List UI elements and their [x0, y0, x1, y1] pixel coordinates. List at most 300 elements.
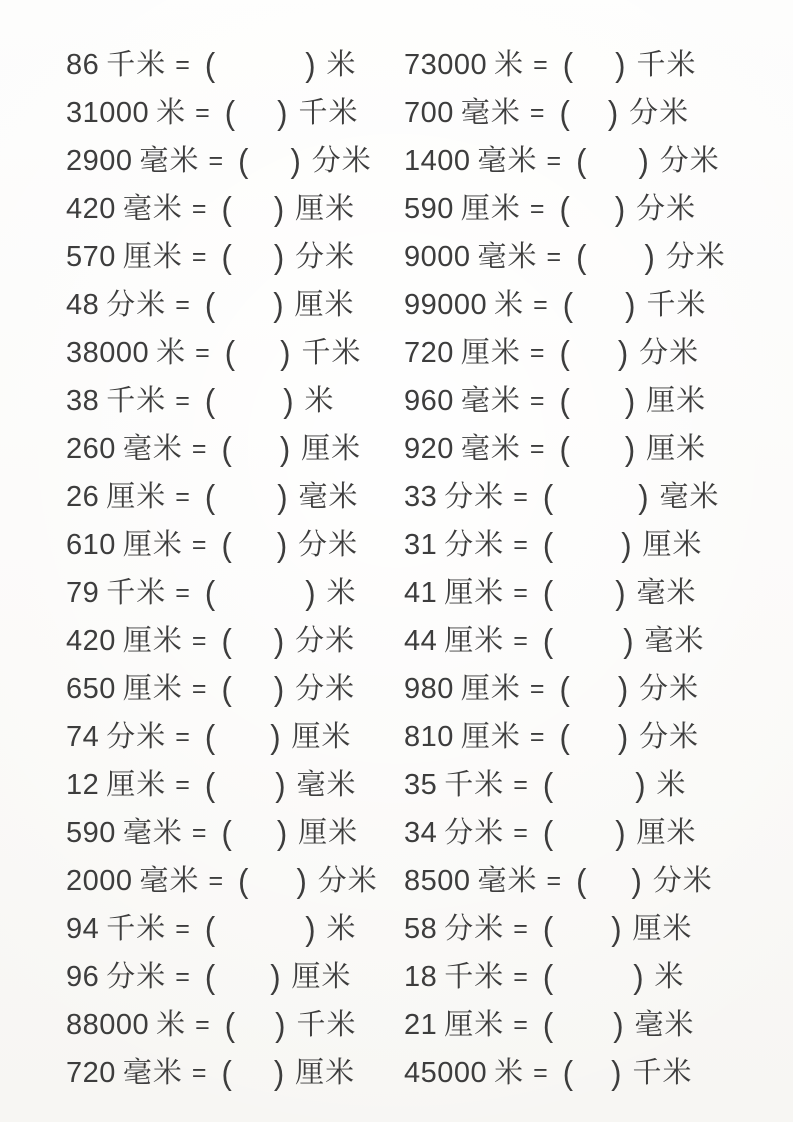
close-paren: )	[617, 333, 629, 372]
problem-value: 700	[404, 97, 454, 129]
problem-value: 650	[66, 673, 116, 705]
answer-blank	[215, 400, 283, 402]
worksheet-row	[0, 521, 793, 569]
open-paren: (	[221, 525, 232, 564]
conversion-problem	[404, 953, 793, 1001]
worksheet-row	[0, 89, 793, 137]
source-unit: 厘米	[444, 577, 505, 609]
open-paren: (	[542, 1005, 554, 1044]
answer-blank	[232, 256, 274, 258]
worksheet-row	[0, 329, 793, 377]
problem-value: 2000	[66, 865, 133, 897]
open-paren: (	[204, 717, 216, 756]
answer-blank	[248, 160, 290, 162]
equals-sign: =	[513, 579, 528, 607]
worksheet-row	[0, 905, 793, 953]
open-paren: (	[204, 45, 216, 84]
open-paren: (	[542, 957, 554, 996]
problem-value: 2900	[66, 145, 133, 177]
problem-value: 41	[404, 577, 438, 609]
problem-value: 570	[66, 241, 116, 273]
target-unit: 千米	[636, 49, 697, 81]
equals-sign: =	[195, 1011, 210, 1039]
worksheet-row	[0, 41, 793, 89]
answer-blank	[553, 640, 623, 642]
conversion-problem	[66, 521, 404, 569]
equals-sign: =	[513, 915, 528, 943]
source-unit: 米	[494, 289, 525, 321]
open-paren: (	[576, 141, 587, 180]
answer-blank	[232, 688, 274, 690]
answer-blank	[553, 592, 615, 594]
conversion-problem	[66, 425, 404, 473]
answer-blank	[232, 448, 280, 450]
worksheet-row	[0, 185, 793, 233]
target-unit: 分米	[295, 241, 356, 273]
target-unit: 分米	[295, 673, 356, 705]
answer-blank	[553, 928, 611, 930]
conversion-problem	[404, 89, 793, 137]
worksheet-row	[0, 233, 793, 281]
answer-blank	[235, 112, 277, 114]
problems-list	[0, 41, 793, 1097]
source-unit: 分米	[106, 961, 167, 993]
equals-sign: =	[546, 243, 562, 271]
source-unit: 厘米	[106, 769, 167, 801]
close-paren: )	[305, 45, 316, 84]
equals-sign: =	[513, 771, 528, 799]
target-unit: 米	[326, 49, 357, 81]
conversion-problem	[404, 617, 793, 665]
close-paren: )	[613, 1005, 624, 1044]
problem-value: 79	[66, 577, 100, 609]
answer-blank	[232, 640, 274, 642]
close-paren: )	[624, 429, 636, 468]
answer-blank	[570, 448, 625, 450]
close-paren: )	[617, 669, 629, 708]
target-unit: 毫米	[636, 577, 697, 609]
conversion-problem	[404, 425, 793, 473]
answer-blank	[215, 496, 277, 498]
close-paren: )	[611, 1053, 622, 1092]
problem-value: 58	[404, 913, 438, 945]
conversion-problem	[66, 137, 404, 185]
close-paren: )	[633, 957, 644, 996]
close-paren: )	[617, 717, 629, 756]
target-unit: 千米	[646, 289, 707, 321]
worksheet-row	[0, 809, 793, 857]
worksheet-row	[0, 377, 793, 425]
conversion-problem	[66, 809, 404, 857]
conversion-problem	[404, 809, 793, 857]
close-paren: )	[623, 621, 634, 660]
worksheet-row	[0, 569, 793, 617]
source-unit: 毫米	[122, 1057, 183, 1089]
problem-value: 720	[404, 337, 454, 369]
target-unit: 厘米	[636, 817, 697, 849]
equals-sign: =	[513, 627, 528, 655]
close-paren: )	[273, 669, 285, 708]
conversion-problem	[404, 281, 793, 329]
source-unit: 厘米	[106, 481, 167, 513]
target-unit: 厘米	[646, 433, 707, 465]
close-paren: )	[276, 813, 288, 852]
source-unit: 分米	[444, 529, 505, 561]
problem-value: 45000	[404, 1057, 488, 1089]
open-paren: (	[559, 717, 570, 756]
close-paren: )	[275, 765, 286, 804]
target-unit: 分米	[295, 625, 356, 657]
target-unit: 米	[656, 769, 687, 801]
equals-sign: =	[191, 627, 207, 655]
answer-blank	[232, 544, 277, 546]
source-unit: 厘米	[444, 625, 505, 657]
answer-blank	[553, 832, 615, 834]
open-paren: (	[204, 909, 216, 948]
conversion-problem	[66, 377, 404, 425]
source-unit: 米	[494, 1057, 525, 1089]
problem-value: 960	[404, 385, 454, 417]
open-paren: (	[221, 237, 232, 276]
problem-value: 720	[66, 1057, 116, 1089]
target-unit: 千米	[301, 337, 362, 369]
conversion-problem	[404, 905, 793, 953]
equals-sign: =	[175, 291, 190, 319]
open-paren: (	[204, 477, 216, 516]
answer-blank	[232, 208, 274, 210]
open-paren: (	[204, 285, 216, 324]
worksheet-row	[0, 953, 793, 1001]
close-paren: )	[273, 237, 285, 276]
source-unit: 千米	[106, 577, 167, 609]
equals-sign: =	[175, 723, 190, 751]
source-unit: 毫米	[122, 433, 183, 465]
source-unit: 毫米	[122, 193, 183, 225]
problem-value: 980	[404, 673, 454, 705]
source-unit: 分米	[444, 481, 505, 513]
equals-sign: =	[529, 435, 545, 463]
conversion-problem	[404, 1001, 793, 1049]
target-unit: 分米	[652, 865, 713, 897]
source-unit: 厘米	[122, 625, 183, 657]
open-paren: (	[576, 237, 587, 276]
worksheet-row	[0, 761, 793, 809]
problem-value: 34	[404, 817, 438, 849]
worksheet-row	[0, 473, 793, 521]
close-paren: )	[270, 957, 281, 996]
close-paren: )	[305, 909, 316, 948]
source-unit: 分米	[444, 817, 505, 849]
equals-sign: =	[529, 723, 545, 751]
source-unit: 毫米	[122, 817, 183, 849]
target-unit: 厘米	[291, 721, 352, 753]
answer-blank	[215, 976, 270, 978]
equals-sign: =	[546, 867, 562, 895]
open-paren: (	[204, 381, 216, 420]
equals-sign: =	[195, 99, 210, 127]
answer-blank	[570, 112, 608, 114]
worksheet-row	[0, 281, 793, 329]
source-unit: 毫米	[139, 145, 200, 177]
equals-sign: =	[191, 243, 207, 271]
answer-blank	[570, 352, 618, 354]
source-unit: 厘米	[460, 673, 521, 705]
conversion-problem	[66, 281, 404, 329]
conversion-problem	[66, 89, 404, 137]
problem-value: 74	[66, 721, 100, 753]
equals-sign: =	[175, 51, 190, 79]
open-paren: (	[562, 285, 574, 324]
open-paren: (	[542, 909, 554, 948]
source-unit: 千米	[106, 385, 167, 417]
open-paren: (	[576, 861, 587, 900]
source-unit: 厘米	[460, 721, 521, 753]
open-paren: (	[542, 525, 554, 564]
open-paren: (	[559, 333, 570, 372]
problem-value: 38	[66, 385, 100, 417]
target-unit: 千米	[298, 97, 359, 129]
target-unit: 厘米	[646, 385, 707, 417]
answer-blank	[215, 592, 305, 594]
close-paren: )	[615, 813, 626, 852]
answer-blank	[215, 736, 270, 738]
close-paren: )	[290, 141, 301, 180]
problem-value: 12	[66, 769, 100, 801]
conversion-problem	[66, 665, 404, 713]
target-unit: 米	[654, 961, 685, 993]
target-unit: 分米	[317, 865, 378, 897]
problem-value: 810	[404, 721, 454, 753]
open-paren: (	[224, 1005, 236, 1044]
equals-sign: =	[175, 387, 190, 415]
source-unit: 分米	[106, 721, 167, 753]
problem-value: 920	[404, 433, 454, 465]
answer-blank	[570, 208, 615, 210]
source-unit: 毫米	[477, 145, 538, 177]
target-unit: 厘米	[298, 817, 359, 849]
conversion-problem	[66, 953, 404, 1001]
equals-sign: =	[175, 771, 190, 799]
conversion-problem	[66, 329, 404, 377]
problem-value: 44	[404, 625, 438, 657]
equals-sign: =	[529, 387, 545, 415]
worksheet-row	[0, 713, 793, 761]
target-unit: 分米	[311, 145, 372, 177]
problem-value: 96	[66, 961, 100, 993]
source-unit: 厘米	[460, 193, 521, 225]
conversion-problem	[404, 857, 793, 905]
problem-value: 31000	[66, 97, 150, 129]
answer-blank	[553, 544, 621, 546]
problem-value: 590	[404, 193, 454, 225]
close-paren: )	[625, 285, 636, 324]
source-unit: 毫米	[139, 865, 200, 897]
equals-sign: =	[529, 99, 545, 127]
close-paren: )	[276, 525, 288, 564]
close-paren: )	[624, 381, 636, 420]
equals-sign: =	[175, 963, 190, 991]
open-paren: (	[542, 573, 554, 612]
equals-sign: =	[195, 339, 210, 367]
target-unit: 分米	[665, 241, 726, 273]
source-unit: 厘米	[122, 241, 183, 273]
worksheet-row	[0, 665, 793, 713]
equals-sign: =	[191, 435, 207, 463]
problem-value: 35	[404, 769, 438, 801]
equals-sign: =	[529, 195, 545, 223]
conversion-problem	[404, 761, 793, 809]
answer-blank	[553, 976, 633, 978]
source-unit: 厘米	[444, 1009, 505, 1041]
conversion-problem	[404, 473, 793, 521]
problem-value: 86	[66, 49, 100, 81]
close-paren: )	[280, 333, 291, 372]
target-unit: 厘米	[295, 1057, 356, 1089]
equals-sign: =	[191, 531, 207, 559]
conversion-problem	[404, 377, 793, 425]
problem-value: 9000	[404, 241, 471, 273]
equals-sign: =	[191, 675, 207, 703]
equals-sign: =	[513, 531, 528, 559]
equals-sign: =	[513, 483, 528, 511]
conversion-problem	[404, 665, 793, 713]
conversion-problem	[404, 1049, 793, 1097]
equals-sign: =	[175, 483, 190, 511]
problem-value: 420	[66, 193, 116, 225]
close-paren: )	[638, 141, 649, 180]
worksheet-row	[0, 137, 793, 185]
target-unit: 分米	[659, 145, 720, 177]
source-unit: 米	[494, 49, 525, 81]
close-paren: )	[273, 621, 285, 660]
equals-sign: =	[529, 675, 545, 703]
target-unit: 厘米	[295, 193, 356, 225]
conversion-problem	[404, 713, 793, 761]
equals-sign: =	[208, 867, 224, 895]
close-paren: )	[305, 573, 316, 612]
target-unit: 分米	[636, 193, 697, 225]
answer-blank	[215, 784, 275, 786]
close-paren: )	[614, 189, 626, 228]
open-paren: (	[204, 573, 216, 612]
target-unit: 米	[304, 385, 335, 417]
conversion-problem	[66, 473, 404, 521]
problem-value: 48	[66, 289, 100, 321]
answer-blank	[232, 832, 277, 834]
equals-sign: =	[533, 291, 548, 319]
answer-blank	[573, 64, 615, 66]
open-paren: (	[204, 957, 216, 996]
close-paren: )	[621, 525, 632, 564]
target-unit: 千米	[296, 1009, 357, 1041]
answer-blank	[215, 928, 305, 930]
problem-value: 260	[66, 433, 116, 465]
open-paren: (	[204, 765, 216, 804]
answer-blank	[586, 880, 631, 882]
target-unit: 分米	[298, 529, 359, 561]
target-unit: 厘米	[291, 961, 352, 993]
problem-value: 18	[404, 961, 438, 993]
open-paren: (	[562, 45, 574, 84]
answer-blank	[570, 688, 618, 690]
conversion-problem	[404, 233, 793, 281]
equals-sign: =	[533, 51, 548, 79]
target-unit: 毫米	[634, 1009, 695, 1041]
source-unit: 千米	[106, 913, 167, 945]
open-paren: (	[224, 333, 236, 372]
open-paren: (	[559, 381, 570, 420]
equals-sign: =	[175, 915, 190, 943]
problem-value: 88000	[66, 1009, 150, 1041]
open-paren: (	[221, 813, 232, 852]
target-unit: 分米	[639, 673, 700, 705]
target-unit: 毫米	[296, 769, 357, 801]
equals-sign: =	[513, 1011, 528, 1039]
conversion-problem	[66, 761, 404, 809]
close-paren: )	[283, 381, 294, 420]
answer-blank	[553, 784, 635, 786]
source-unit: 毫米	[460, 97, 521, 129]
answer-blank	[235, 1024, 275, 1026]
close-paren: )	[611, 909, 622, 948]
open-paren: (	[559, 429, 570, 468]
source-unit: 分米	[106, 289, 167, 321]
answer-blank	[570, 736, 618, 738]
conversion-problem	[66, 1049, 404, 1097]
problem-value: 8500	[404, 865, 471, 897]
equals-sign: =	[533, 1059, 548, 1087]
answer-blank	[215, 64, 305, 66]
equals-sign: =	[529, 339, 545, 367]
close-paren: )	[615, 573, 626, 612]
conversion-problem	[404, 569, 793, 617]
answer-blank	[573, 304, 625, 306]
open-paren: (	[224, 93, 236, 132]
open-paren: (	[221, 669, 232, 708]
target-unit: 毫米	[659, 481, 720, 513]
equals-sign: =	[546, 147, 562, 175]
target-unit: 千米	[632, 1057, 693, 1089]
close-paren: )	[631, 861, 642, 900]
source-unit: 毫米	[477, 241, 538, 273]
problem-value: 38000	[66, 337, 150, 369]
source-unit: 毫米	[460, 433, 521, 465]
close-paren: )	[277, 477, 288, 516]
close-paren: )	[273, 285, 284, 324]
conversion-problem	[66, 233, 404, 281]
conversion-problem	[404, 329, 793, 377]
answer-blank	[570, 400, 625, 402]
worksheet-row	[0, 425, 793, 473]
worksheet-row	[0, 1049, 793, 1097]
target-unit: 分米	[639, 721, 700, 753]
open-paren: (	[542, 477, 554, 516]
source-unit: 米	[156, 1009, 187, 1041]
open-paren: (	[559, 93, 570, 132]
source-unit: 千米	[444, 769, 505, 801]
answer-blank	[215, 304, 273, 306]
conversion-problem	[66, 1001, 404, 1049]
answer-blank	[553, 496, 638, 498]
conversion-problem	[66, 857, 404, 905]
close-paren: )	[607, 93, 619, 132]
target-unit: 厘米	[294, 289, 355, 321]
worksheet-row	[0, 617, 793, 665]
close-paren: )	[296, 861, 307, 900]
close-paren: )	[270, 717, 281, 756]
answer-blank	[248, 880, 296, 882]
source-unit: 分米	[444, 913, 505, 945]
